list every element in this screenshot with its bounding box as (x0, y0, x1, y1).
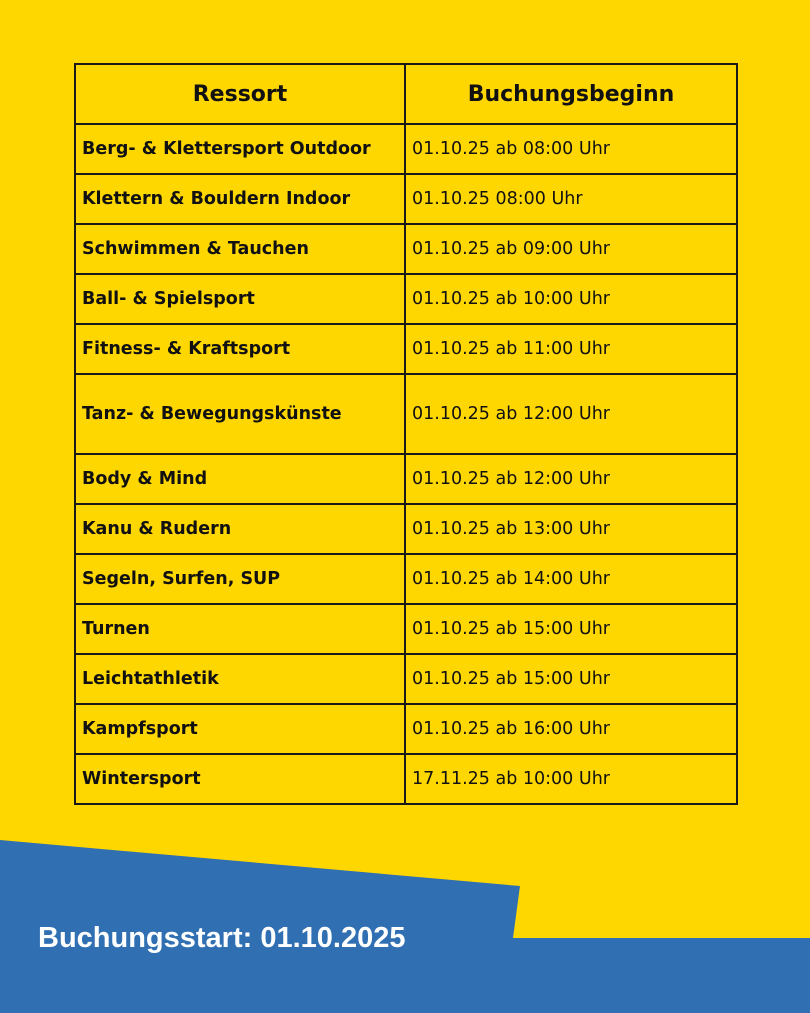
buchungsbeginn-cell: 01.10.25 ab 12:00 Uhr (405, 374, 737, 454)
column-header-buchungsbeginn: Buchungsbeginn (405, 64, 737, 124)
buchungsbeginn-cell: 01.10.25 ab 14:00 Uhr (405, 554, 737, 604)
buchungsbeginn-cell: 01.10.25 ab 10:00 Uhr (405, 274, 737, 324)
ressort-cell: Leichtathletik (75, 654, 405, 704)
ressort-cell: Body & Mind (75, 454, 405, 504)
buchungsbeginn-cell: 01.10.25 ab 11:00 Uhr (405, 324, 737, 374)
ressort-cell: Fitness- & Kraftsport (75, 324, 405, 374)
buchungsbeginn-cell: 01.10.25 ab 09:00 Uhr (405, 224, 737, 274)
ressort-cell: Klettern & Bouldern Indoor (75, 174, 405, 224)
booking-start-text: Buchungsstart: 01.10.2025 (38, 922, 406, 954)
column-header-ressort: Ressort (75, 64, 405, 124)
ressort-cell: Kanu & Rudern (75, 504, 405, 554)
ressort-cell: Tanz- & Bewegungskünste (75, 374, 405, 454)
ressort-cell: Schwimmen & Tauchen (75, 224, 405, 274)
ressort-cell: Turnen (75, 604, 405, 654)
ressort-cell: Wintersport (75, 754, 405, 804)
buchungsbeginn-cell: 01.10.25 ab 12:00 Uhr (405, 454, 737, 504)
ressort-cell: Kampfsport (75, 704, 405, 754)
buchungsbeginn-cell: 01.10.25 ab 15:00 Uhr (405, 604, 737, 654)
buchungsbeginn-cell: 01.10.25 08:00 Uhr (405, 174, 737, 224)
ressort-cell: Berg- & Klettersport Outdoor (75, 124, 405, 174)
buchungsbeginn-cell: 01.10.25 ab 13:00 Uhr (405, 504, 737, 554)
buchungsbeginn-cell: 01.10.25 ab 15:00 Uhr (405, 654, 737, 704)
buchungsbeginn-cell: 01.10.25 ab 08:00 Uhr (405, 124, 737, 174)
buchungsbeginn-cell: 17.11.25 ab 10:00 Uhr (405, 754, 737, 804)
ressort-cell: Ball- & Spielsport (75, 274, 405, 324)
ressort-cell: Segeln, Surfen, SUP (75, 554, 405, 604)
buchungsbeginn-cell: 01.10.25 ab 16:00 Uhr (405, 704, 737, 754)
